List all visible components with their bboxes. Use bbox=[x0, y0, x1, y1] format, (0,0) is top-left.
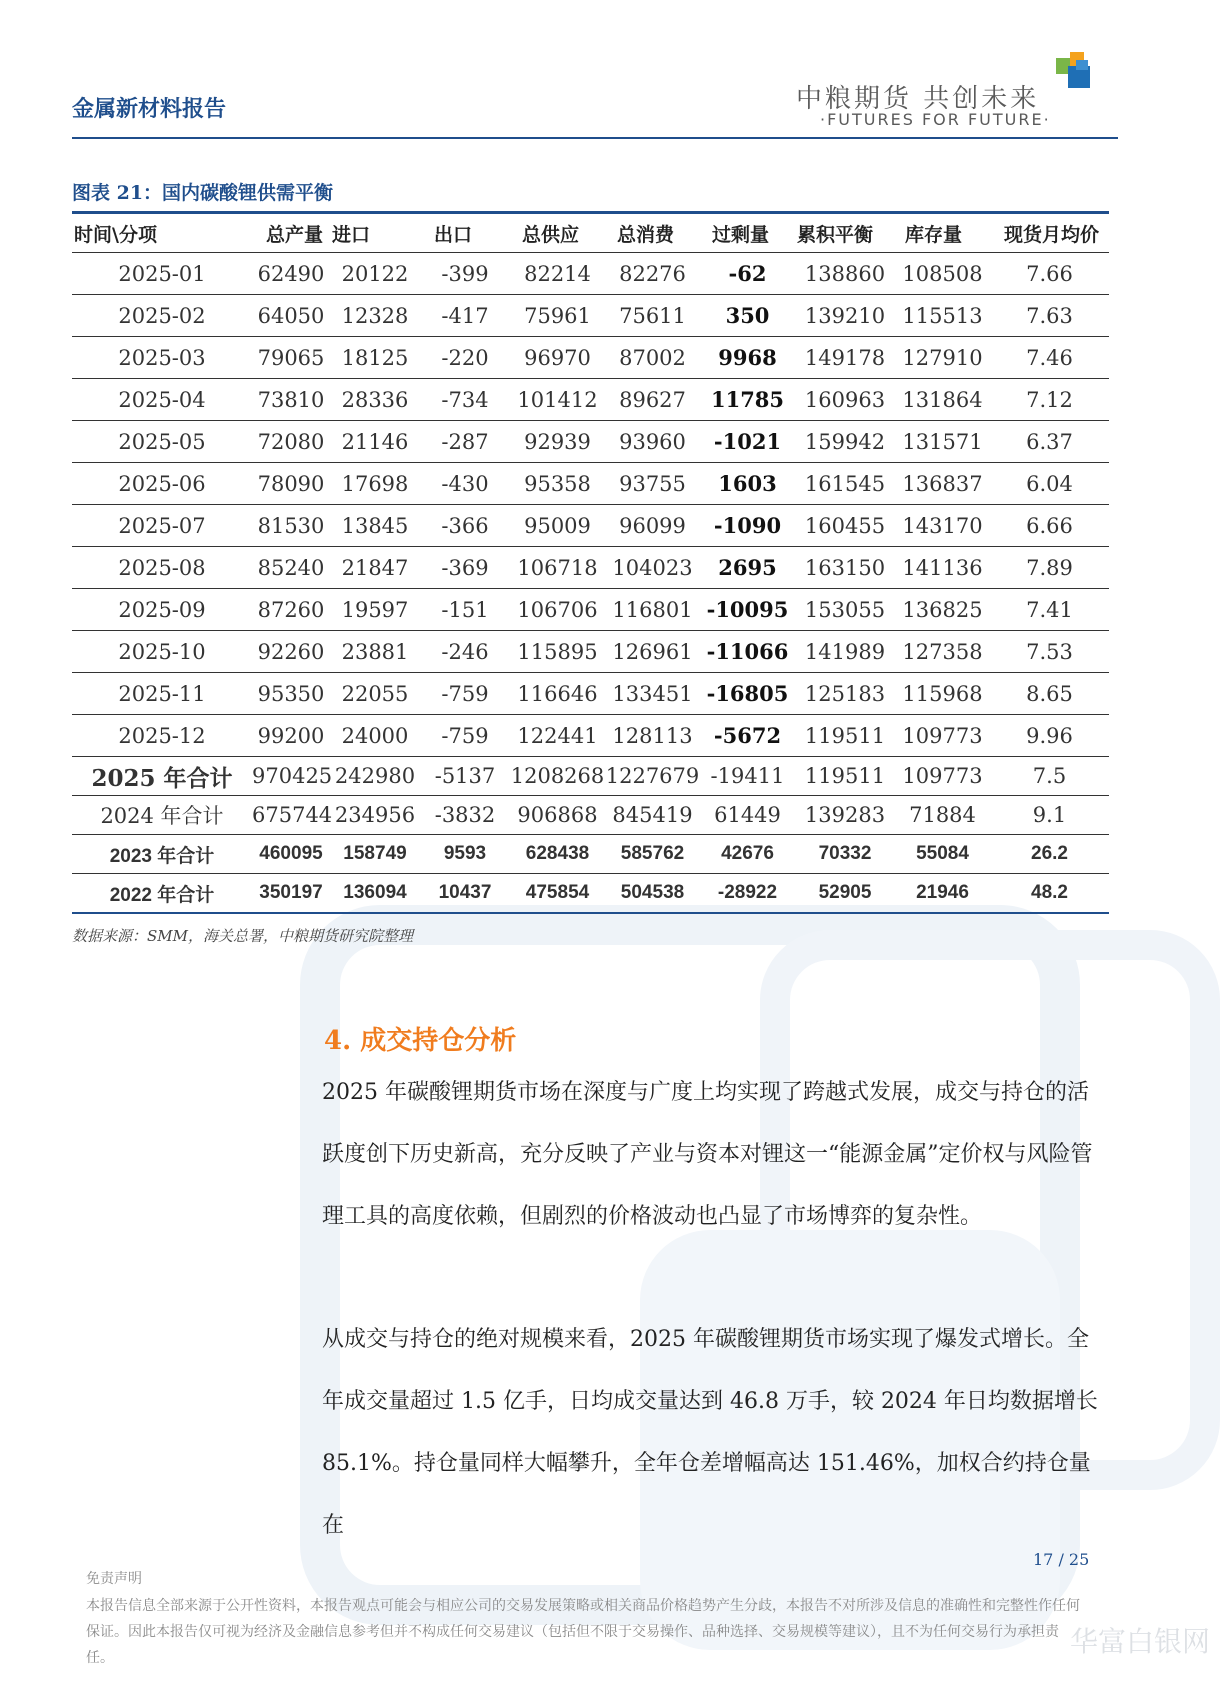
table-total-row bbox=[72, 835, 1109, 874]
table-cell: 1603 bbox=[700, 463, 795, 505]
table-cell: -28922 bbox=[700, 874, 795, 914]
table-cell: 141136 bbox=[895, 547, 990, 589]
table-cell: 136094 bbox=[330, 874, 420, 914]
table-cell: 48.2 bbox=[990, 874, 1109, 914]
table-cell: 2023 年合计 bbox=[72, 835, 252, 874]
watermark: 华富白银网 bbox=[1070, 1625, 1211, 1658]
table-cell: 10437 bbox=[420, 874, 510, 914]
table-cell: -151 bbox=[420, 589, 510, 631]
supply-demand-table bbox=[72, 211, 1109, 914]
table-cell: 104023 bbox=[605, 547, 700, 589]
table-cell: 7.63 bbox=[990, 295, 1109, 337]
table-cell: 153055 bbox=[795, 589, 895, 631]
table-row bbox=[72, 337, 1109, 379]
logo-mark-icon bbox=[1054, 50, 1094, 90]
table-cell: 81530 bbox=[252, 505, 330, 547]
table-cell: 108508 bbox=[895, 253, 990, 295]
table-cell: 460095 bbox=[252, 835, 330, 874]
table-cell: 87002 bbox=[605, 337, 700, 379]
table-cell: 21847 bbox=[330, 547, 420, 589]
table-cell: 128113 bbox=[605, 715, 700, 757]
table-cell: 89627 bbox=[605, 379, 700, 421]
table-cell: 2025-02 bbox=[72, 295, 252, 337]
table-cell: 127910 bbox=[895, 337, 990, 379]
table-cell: 78090 bbox=[252, 463, 330, 505]
table-cell: 17698 bbox=[330, 463, 420, 505]
table-cell: 82276 bbox=[605, 253, 700, 295]
table-cell: 7.89 bbox=[990, 547, 1109, 589]
table-cell: 158749 bbox=[330, 835, 420, 874]
table-cell: 139210 bbox=[795, 295, 895, 337]
table-cell: 126961 bbox=[605, 631, 700, 673]
table-cell: 2025-06 bbox=[72, 463, 252, 505]
table-cell: 82214 bbox=[510, 253, 605, 295]
table-cell: 9.96 bbox=[990, 715, 1109, 757]
table-cell: 133451 bbox=[605, 673, 700, 715]
table-cell: -1090 bbox=[700, 505, 795, 547]
table-row bbox=[72, 673, 1109, 715]
table-cell: 116801 bbox=[605, 589, 700, 631]
table-cell: 242980 bbox=[330, 757, 420, 796]
body-paragraph: 2025 年碳酸锂期货市场在深度与广度上均实现了跨越式发展，成交与持仓的活跃度创下历史新高，充分反映了产业与资本对锂这一“能源金属”定价权与风险管理工具的高度依赖，但剧烈的价格波动也凸显了市场博弈的复杂性。 bbox=[322, 1080, 1093, 1229]
table-cell: 122441 bbox=[510, 715, 605, 757]
table-cell: 970425 bbox=[252, 757, 330, 796]
table-row bbox=[72, 253, 1109, 295]
logo-text-en: ·FUTURES FOR FUTURE· bbox=[820, 110, 1051, 129]
table-cell: -366 bbox=[420, 505, 510, 547]
table-cell: 55084 bbox=[895, 835, 990, 874]
table-cell: 96970 bbox=[510, 337, 605, 379]
company-logo bbox=[796, 48, 1096, 133]
table-cell: 116646 bbox=[510, 673, 605, 715]
table-cell: 160963 bbox=[795, 379, 895, 421]
column-header: 进口 bbox=[330, 213, 420, 253]
table-header-row bbox=[72, 213, 1109, 253]
table-cell: 95350 bbox=[252, 673, 330, 715]
table-cell: 1208268 bbox=[510, 757, 605, 796]
table-cell: 52905 bbox=[795, 874, 895, 914]
table-cell: 159942 bbox=[795, 421, 895, 463]
table-cell: 96099 bbox=[605, 505, 700, 547]
table-cell: -3832 bbox=[420, 796, 510, 835]
table-cell: 73810 bbox=[252, 379, 330, 421]
logo-text-cn: 中粮期货 共创未来 bbox=[796, 84, 1040, 114]
table-cell: -759 bbox=[420, 715, 510, 757]
table-cell: 79065 bbox=[252, 337, 330, 379]
table-cell: 21146 bbox=[330, 421, 420, 463]
column-header: 出口 bbox=[420, 213, 510, 253]
table-cell: 350 bbox=[700, 295, 795, 337]
table-cell: -430 bbox=[420, 463, 510, 505]
table-cell: 2024 年合计 bbox=[72, 796, 252, 835]
table-cell: 12328 bbox=[330, 295, 420, 337]
column-header: 累积平衡 bbox=[795, 213, 895, 253]
table-cell: 2025-08 bbox=[72, 547, 252, 589]
table-cell: 101412 bbox=[510, 379, 605, 421]
table-cell: 2695 bbox=[700, 547, 795, 589]
column-header: 库存量 bbox=[895, 213, 990, 253]
table-cell: 131864 bbox=[895, 379, 990, 421]
table-cell: 1227679 bbox=[605, 757, 700, 796]
table-cell: 71884 bbox=[895, 796, 990, 835]
table-cell: 125183 bbox=[795, 673, 895, 715]
table-cell: 141989 bbox=[795, 631, 895, 673]
table-cell: 9.1 bbox=[990, 796, 1109, 835]
table-cell: 139283 bbox=[795, 796, 895, 835]
table-cell: 2025-07 bbox=[72, 505, 252, 547]
table-cell: 85240 bbox=[252, 547, 330, 589]
table-total-row bbox=[72, 874, 1109, 914]
table-cell: 845419 bbox=[605, 796, 700, 835]
table-cell: 234956 bbox=[330, 796, 420, 835]
table-cell: 119511 bbox=[795, 757, 895, 796]
table-cell: 62490 bbox=[252, 253, 330, 295]
table-cell: 22055 bbox=[330, 673, 420, 715]
table-cell: 149178 bbox=[795, 337, 895, 379]
disclaimer-text: 本报告信息全部来源于公开性资料，本报告观点可能会与相应公司的交易发展策略或相关商品价格趋势产生分歧，本报告不对所涉及信息的准确性和完整性作任何保证。因此本报告仅可视为经济及金融信息参考但并不构成任何交易建议（包括但不限于交易操作、品种选择、交易规模等建议），且不为任何交易行为承担责任。 bbox=[86, 1598, 1080, 1666]
table-cell: -399 bbox=[420, 253, 510, 295]
table-cell: 109773 bbox=[895, 715, 990, 757]
table-cell: 20122 bbox=[330, 253, 420, 295]
table-cell: -1021 bbox=[700, 421, 795, 463]
table-cell: 350197 bbox=[252, 874, 330, 914]
table-cell: -10095 bbox=[700, 589, 795, 631]
table-cell: 585762 bbox=[605, 835, 700, 874]
section-heading: 4. 成交持仓分析 bbox=[324, 1026, 517, 1056]
table-cell: 61449 bbox=[700, 796, 795, 835]
table-cell: 138860 bbox=[795, 253, 895, 295]
table-cell: 115968 bbox=[895, 673, 990, 715]
table-row bbox=[72, 547, 1109, 589]
data-source-note: 数据来源：SMM，海关总署，中粮期货研究院整理 bbox=[72, 927, 413, 945]
table-cell: 64050 bbox=[252, 295, 330, 337]
table-cell: 93960 bbox=[605, 421, 700, 463]
table-cell: 6.04 bbox=[990, 463, 1109, 505]
table-cell: 7.66 bbox=[990, 253, 1109, 295]
table-cell: 2025-03 bbox=[72, 337, 252, 379]
table-row bbox=[72, 631, 1109, 673]
table-cell: 2022 年合计 bbox=[72, 874, 252, 914]
table-row bbox=[72, 505, 1109, 547]
column-header: 总消费 bbox=[605, 213, 700, 253]
disclaimer-title: 免责声明 bbox=[86, 1571, 142, 1587]
table-cell: 72080 bbox=[252, 421, 330, 463]
table-cell: 93755 bbox=[605, 463, 700, 505]
table-cell: 115513 bbox=[895, 295, 990, 337]
table-cell: 92939 bbox=[510, 421, 605, 463]
table-cell: 95009 bbox=[510, 505, 605, 547]
table-cell: 131571 bbox=[895, 421, 990, 463]
column-header: 总供应 bbox=[510, 213, 605, 253]
table-cell: 7.12 bbox=[990, 379, 1109, 421]
body-paragraph: 从成交与持仓的绝对规模来看，2025 年碳酸锂期货市场实现了爆发式增长。全年成交量超过 1.5 亿手，日均成交量达到 46.8 万手，较 2024 年日均数据增长 85.1%。持仓量同样大幅攀升，全年仓差增幅高达 151.46%，加权合约持仓量在 bbox=[322, 1327, 1098, 1538]
table-cell: 109773 bbox=[895, 757, 990, 796]
table-cell: 87260 bbox=[252, 589, 330, 631]
table-cell: 2025-09 bbox=[72, 589, 252, 631]
table-cell: 92260 bbox=[252, 631, 330, 673]
table-cell: 70332 bbox=[795, 835, 895, 874]
table-cell: 7.53 bbox=[990, 631, 1109, 673]
table-row bbox=[72, 463, 1109, 505]
table-total-row bbox=[72, 757, 1109, 796]
table-cell: -16805 bbox=[700, 673, 795, 715]
column-header: 时间\分项 bbox=[72, 213, 252, 253]
table-row bbox=[72, 589, 1109, 631]
table-cell: 136825 bbox=[895, 589, 990, 631]
table-cell: 2025-11 bbox=[72, 673, 252, 715]
table-cell: 504538 bbox=[605, 874, 700, 914]
table-cell: 6.37 bbox=[990, 421, 1109, 463]
table-row bbox=[72, 295, 1109, 337]
table-cell: 19597 bbox=[330, 589, 420, 631]
table-cell: 2025 年合计 bbox=[72, 757, 252, 796]
table-cell: 161545 bbox=[795, 463, 895, 505]
table-cell: 13845 bbox=[330, 505, 420, 547]
table-cell: -246 bbox=[420, 631, 510, 673]
table-cell: 2025-10 bbox=[72, 631, 252, 673]
table-cell: 136837 bbox=[895, 463, 990, 505]
table-cell: -11066 bbox=[700, 631, 795, 673]
table-cell: 2025-01 bbox=[72, 253, 252, 295]
table-cell: 2025-04 bbox=[72, 379, 252, 421]
table-cell: 24000 bbox=[330, 715, 420, 757]
table-cell: 11785 bbox=[700, 379, 795, 421]
column-header: 现货月均价 bbox=[990, 213, 1109, 253]
table-caption: 图表 21：国内碳酸锂供需平衡 bbox=[72, 182, 334, 204]
column-header: 过剩量 bbox=[700, 213, 795, 253]
table-cell: 28336 bbox=[330, 379, 420, 421]
table-row bbox=[72, 379, 1109, 421]
table-cell: 119511 bbox=[795, 715, 895, 757]
table-cell: -5672 bbox=[700, 715, 795, 757]
table-cell: 2025-12 bbox=[72, 715, 252, 757]
table-cell: 115895 bbox=[510, 631, 605, 673]
page-number: 17 / 25 bbox=[1033, 1550, 1090, 1569]
table-row bbox=[72, 715, 1109, 757]
column-header: 总产量 bbox=[252, 213, 330, 253]
table-cell: 163150 bbox=[795, 547, 895, 589]
table-cell: -734 bbox=[420, 379, 510, 421]
table-cell: -369 bbox=[420, 547, 510, 589]
table-cell: 26.2 bbox=[990, 835, 1109, 874]
table-cell: 6.66 bbox=[990, 505, 1109, 547]
table-cell: 9593 bbox=[420, 835, 510, 874]
table-cell: 675744 bbox=[252, 796, 330, 835]
table-cell: 42676 bbox=[700, 835, 795, 874]
table-cell: -5137 bbox=[420, 757, 510, 796]
table-cell: 127358 bbox=[895, 631, 990, 673]
table-cell: 99200 bbox=[252, 715, 330, 757]
table-cell: 106718 bbox=[510, 547, 605, 589]
table-cell: 628438 bbox=[510, 835, 605, 874]
table-cell: 8.65 bbox=[990, 673, 1109, 715]
table-cell: 9968 bbox=[700, 337, 795, 379]
table-cell: 7.41 bbox=[990, 589, 1109, 631]
table-cell: 18125 bbox=[330, 337, 420, 379]
table-cell: 160455 bbox=[795, 505, 895, 547]
table-cell: -19411 bbox=[700, 757, 795, 796]
table-cell: -220 bbox=[420, 337, 510, 379]
table-cell: 75611 bbox=[605, 295, 700, 337]
table-cell: 106706 bbox=[510, 589, 605, 631]
report-title: 金属新材料报告 bbox=[72, 96, 227, 122]
table-cell: 23881 bbox=[330, 631, 420, 673]
header-divider bbox=[72, 137, 1118, 139]
table-cell: -287 bbox=[420, 421, 510, 463]
table-cell: 2025-05 bbox=[72, 421, 252, 463]
table-cell: 95358 bbox=[510, 463, 605, 505]
table-cell: 475854 bbox=[510, 874, 605, 914]
table-row bbox=[72, 421, 1109, 463]
table-cell: 906868 bbox=[510, 796, 605, 835]
table-cell: 143170 bbox=[895, 505, 990, 547]
table-cell: 7.5 bbox=[990, 757, 1109, 796]
table-cell: 7.46 bbox=[990, 337, 1109, 379]
table-cell: -62 bbox=[700, 253, 795, 295]
table-cell: -417 bbox=[420, 295, 510, 337]
table-cell: 21946 bbox=[895, 874, 990, 914]
table-cell: -759 bbox=[420, 673, 510, 715]
table-total-row bbox=[72, 796, 1109, 835]
table-cell: 75961 bbox=[510, 295, 605, 337]
